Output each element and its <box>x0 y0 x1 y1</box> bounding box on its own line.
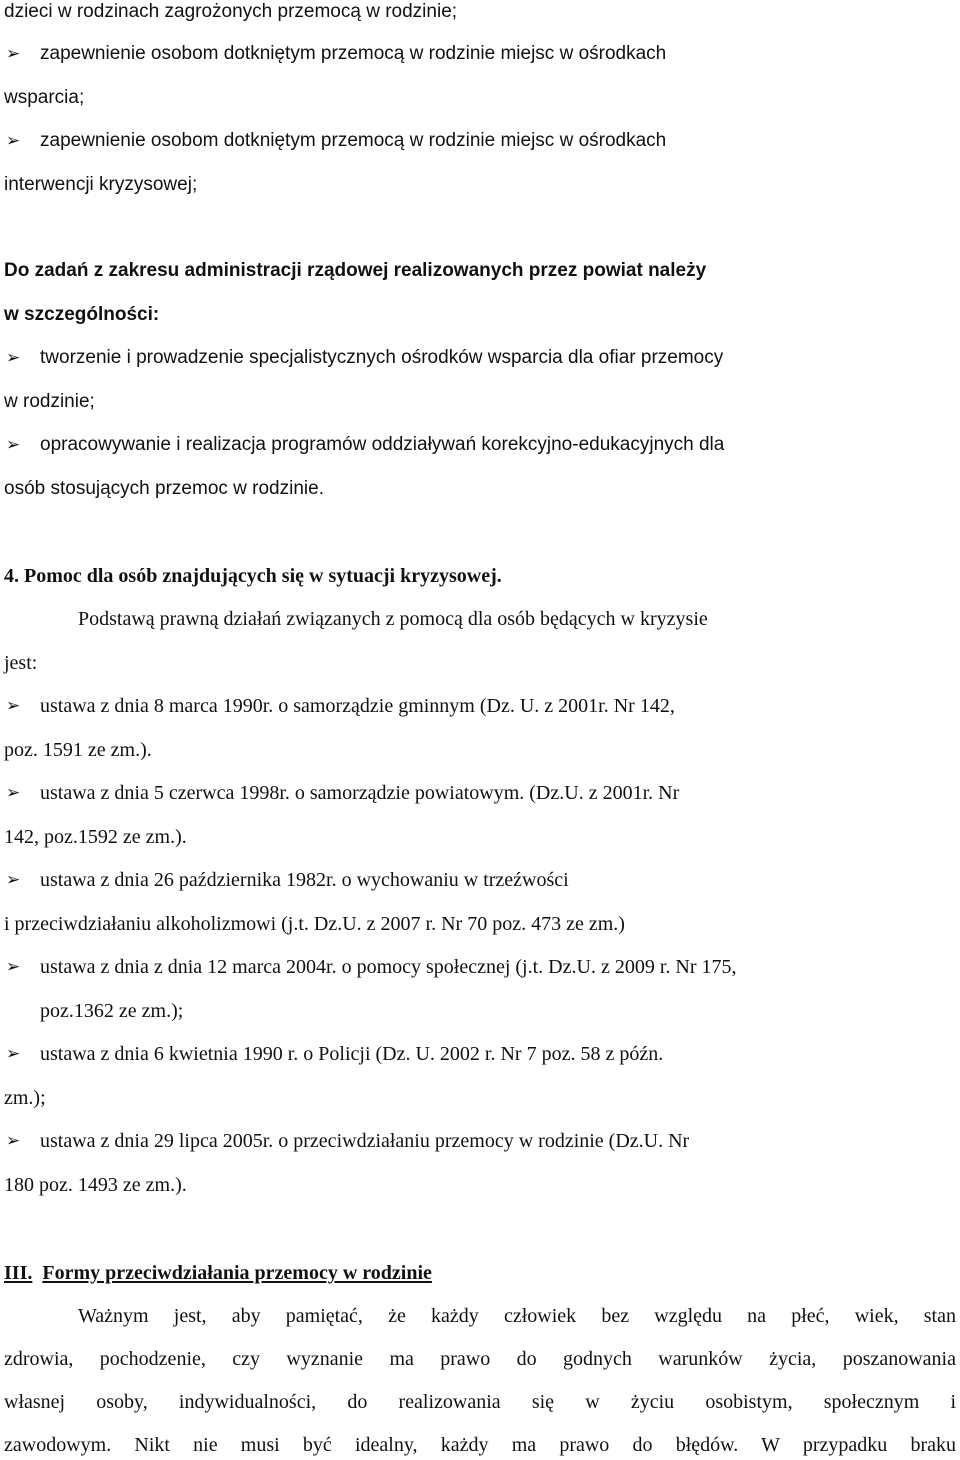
list-item-text: ustawa z dnia 29 lipca 2005r. o przeciwdziałaniu przemocy w rodzinie (Dz.U. Nr <box>40 1130 690 1152</box>
arrow-bullet-icon: ➢ <box>6 1044 21 1064</box>
list-item-text: ustawa z dnia 8 marca 1990r. o samorządzie gminnym (Dz. U. z 2001r. Nr 142, <box>40 695 675 717</box>
arrow-bullet-icon: ➢ <box>6 957 21 977</box>
list-item-text: ustawa z dnia z dnia 12 marca 2004r. o pomocy społecznej (j.t. Dz.U. z 2009 r. Nr 175, <box>40 956 737 978</box>
list-item-text: opracowywanie i realizacja programów oddziaływań korekcyjno-edukacyjnych dla <box>40 434 725 455</box>
arrow-bullet-icon: ➢ <box>6 783 21 803</box>
section-heading: w szczególności: <box>4 304 160 325</box>
arrow-bullet-icon: ➢ <box>6 435 21 455</box>
list-item-text: 142, poz.1592 ze zm.). <box>4 826 187 848</box>
chapter-heading <box>4 1261 432 1285</box>
paragraph-text: Podstawą prawną działań związanych z pomocą dla osób będących w kryzysie <box>78 608 708 630</box>
chapter-number: III. <box>4 1262 33 1284</box>
paragraph-line: zdrowia, pochodzenie, czy wyznanie ma prawo do godnych warunków życia, poszanowania <box>4 1348 956 1370</box>
list-item-text: interwencji kryzysowej; <box>4 174 198 195</box>
arrow-bullet-icon: ➢ <box>6 1131 21 1151</box>
chapter-title: Formy przeciwdziałania przemocy w rodzinie <box>42 1262 432 1284</box>
list-item-text: poz. 1591 ze zm.). <box>4 739 152 761</box>
arrow-bullet-icon: ➢ <box>6 131 21 151</box>
list-item-text: ustawa z dnia 26 października 1982r. o wychowaniu w trzeźwości <box>40 869 569 891</box>
list-item-text: zm.); <box>4 1087 46 1109</box>
list-item-text: poz.1362 ze zm.); <box>40 1000 184 1022</box>
list-item-text: i przeciwdziałaniu alkoholizmowi (j.t. Dz.U. z 2007 r. Nr 70 poz. 473 ze zm.) <box>4 913 625 935</box>
list-item-text: w rodzinie; <box>4 391 95 412</box>
list-item-text: tworzenie i prowadzenie specjalistycznych ośrodków wsparcia dla ofiar przemocy <box>40 347 724 368</box>
list-item-text: zapewnienie osobom dotkniętym przemocą w rodzinie miejsc w ośrodkach <box>40 43 667 64</box>
list-item-text: zapewnienie osobom dotkniętym przemocą w rodzinie miejsc w ośrodkach <box>40 130 667 151</box>
list-item-text: ustawa z dnia 5 czerwca 1998r. o samorządzie powiatowym. (Dz.U. z 2001r. Nr <box>40 782 680 804</box>
arrow-bullet-icon: ➢ <box>6 870 21 890</box>
paragraph-line: zawodowym. Nikt nie musi być idealny, każdy ma prawo do błędów. W przypadku braku <box>4 1434 956 1456</box>
paragraph-text: jest: <box>4 652 38 674</box>
list-item-text: osób stosujących przemoc w rodzinie. <box>4 478 324 499</box>
list-item-text: ustawa z dnia 6 kwietnia 1990 r. o Policji (Dz. U. 2002 r. Nr 7 poz. 58 z późn. <box>40 1043 664 1065</box>
section-heading: Do zadań z zakresu administracji rządowej realizowanych przez powiat należy <box>4 260 707 281</box>
section-heading: 4. Pomoc dla osób znajdujących się w sytuacji kryzysowej. <box>4 565 502 587</box>
arrow-bullet-icon: ➢ <box>6 696 21 716</box>
text-line: dzieci w rodzinach zagrożonych przemocą w rodzinie; <box>4 1 458 22</box>
paragraph-line: własnej osoby, indywidualności, do realizowania się w życiu osobistym, społecznym i <box>4 1391 956 1413</box>
arrow-bullet-icon: ➢ <box>6 348 21 368</box>
paragraph-line: Ważnym jest, aby pamiętać, że każdy człowiek bez względu na płeć, wiek, stan <box>78 1305 956 1327</box>
list-item-text: wsparcia; <box>4 87 85 108</box>
list-item-text: 180 poz. 1493 ze zm.). <box>4 1174 187 1196</box>
arrow-bullet-icon: ➢ <box>6 44 21 64</box>
